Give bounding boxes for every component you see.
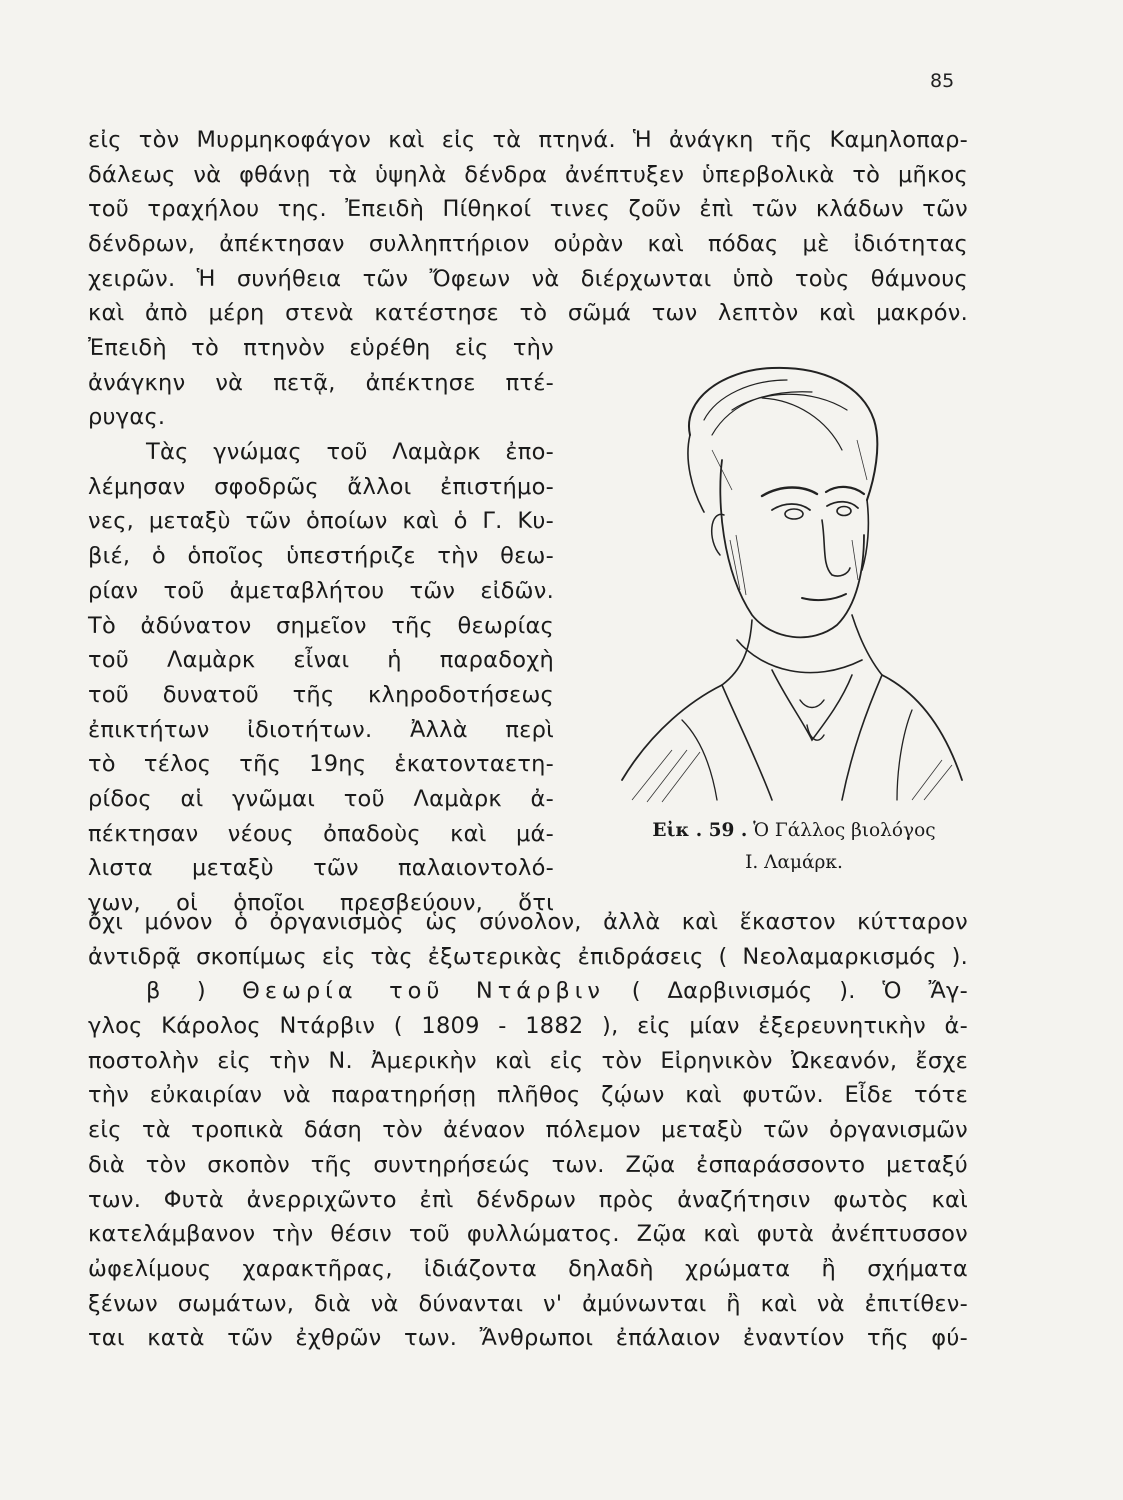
text-line: χειρῶν. Ἡ συνήθεια τῶν Ὄφεων νὰ διέρχωνται ὑπὸ τοὺς θάμνους [88, 265, 968, 292]
text-line: νες, μεταξὺ τῶν ὁποίων καὶ ὁ Γ. Κυ- [88, 508, 554, 535]
darwin-first-rest: ( Δαρβινισμός ). Ὁ Ἄγ- [631, 978, 968, 1005]
text-line: ται κατὰ τῶν ἐχθρῶν των. Ἄνθρωποι ἐπάλαιον ἐναντίον τῆς φύ- [88, 1325, 968, 1352]
text-line: ἐπικτήτων ἰδιοτήτων. Ἀλλὰ περὶ [88, 716, 554, 743]
paragraph-left-column [88, 331, 554, 921]
text-line: λέμησαν σφοδρῶς ἄλλοι ἐπιστήμο- [88, 473, 554, 500]
text-line: τὴν εὐκαιρίαν νὰ παρατηρήσῃ πλῆθος ζῴων καὶ φυτῶν. Εἶδε τότε [88, 1082, 968, 1109]
text-line: ποστολὴν εἰς τὴν Ν. Ἀμερικὴν καὶ εἰς τὸν Εἰρηνικὸν Ὠκεανόν, ἔσχε [88, 1047, 968, 1074]
text-line: Τὸ ἀδύνατον σημεῖον τῆς θεωρίας [88, 612, 554, 639]
text-line: τὸ τέλος τῆς 19ης ἑκατονταετη- [88, 751, 554, 778]
text-line: των. Φυτὰ ἀνερριχῶντο ἐπὶ δένδρων πρὸς ἀναζήτησιν φωτὸς καὶ [88, 1186, 968, 1213]
darwin-first-line [88, 974, 968, 1009]
text-line: διὰ τὸν σκοπὸν τῆς συντηρήσεώς των. Ζῷα ἐσπαράσσοντο μεταξύ [88, 1151, 968, 1178]
paragraph-top [88, 123, 968, 331]
text-line: ἀνάγκην νὰ πετᾷ, ἀπέκτησε πτέ- [88, 369, 554, 396]
text-line: εἰς τὰ τροπικὰ δάση τὸν ἀέναον πόλεμον μεταξὺ τῶν ὀργανισμῶν [88, 1117, 968, 1144]
text-line: Ἐπειδὴ τὸ πτηνὸν εὑρέθη εἰς τὴν [88, 335, 554, 361]
figure-caption [614, 815, 974, 879]
text-line: ρίαν τοῦ ἀμεταβλήτου τῶν εἰδῶν. [88, 577, 554, 604]
text-line: γλος Κάρολος Ντάρβιν ( 1809 - 1882 ), εἰς μίαν ἐξερευνητικὴν ἀ- [88, 1013, 968, 1040]
text-line: λιστα μεταξὺ τῶν παλαιοντολό- [88, 855, 554, 882]
text-line: δάλεως νὰ φθάνῃ τὰ ὑψηλὰ δένδρα ἀνέπτυξεν ὑπερβολικὰ τὸ μῆκος [88, 161, 968, 188]
text-line: ὄχι μόνον ὁ ὀργανισμὸς ὡς σύνολον, ἀλλὰ καὶ ἕκαστον κύτταρον [88, 909, 968, 935]
text-line: κατελάμβανον τὴν θέσιν τοῦ φυλλώματος. Ζῷα καὶ φυτὰ ἀνέπτυσσον [88, 1221, 968, 1248]
darwin-heading: β ) Θεωρία τοῦ Ντάρβιν [146, 978, 605, 1005]
figure-label: Εἰκ . 59 . [652, 820, 748, 841]
paragraph-bottom [88, 905, 968, 1356]
text-line: τοῦ Λαμὰρκ εἶναι ἡ παραδοχὴ [88, 647, 554, 674]
caption-text-2: Ι. Λαμάρκ. [745, 852, 843, 873]
text-line: ρίδος αἱ γνῶμαι τοῦ Λαμὰρκ ἀ- [88, 785, 554, 812]
page-number: 85 [930, 70, 955, 92]
text-line: γων, οἱ ὁποῖοι πρεσβεύουν, ὅτι [88, 890, 554, 916]
text-line: εἰς τὸν Μυρμηκοφάγον καὶ εἰς τὰ πτηνά. Ἡ ἀνάγκη τῆς Καμηλοπαρ- [88, 127, 968, 153]
portrait-illustration [612, 340, 972, 810]
caption-text-1: Ὁ Γάλλος βιολόγος [753, 820, 936, 841]
lamarck-portrait [612, 340, 972, 810]
text-line: βιέ, ὁ ὁποῖος ὑπεστήριζε τὴν θεω- [88, 543, 554, 570]
text-line: τοῦ τραχήλου της. Ἐπειδὴ Πίθηκοί τινες ζοῦν ἐπὶ τῶν κλάδων τῶν [88, 196, 968, 223]
text-line: δένδρων, ἀπέκτησαν συλληπτήριον οὐρὰν καὶ πόδας μὲ ἰδιότητας [88, 231, 968, 258]
text-line: καὶ ἀπὸ μέρη στενὰ κατέστησε τὸ σῶμά των λεπτὸν καὶ μακρόν. [88, 300, 968, 327]
text-line: ἀντιδρᾷ σκοπίμως εἰς τὰς ἐξωτερικὰς ἐπιδράσεις ( Νεολαμαρκισμός ). [88, 943, 968, 970]
text-line: Τὰς γνώμας τοῦ Λαμὰρκ ἐπο- [146, 439, 554, 466]
text-line: ὠφελίμους χαρακτῆρας, ἰδιάζοντα δηλαδὴ χρώματα ἢ σχήματα [88, 1255, 968, 1282]
text-line: πέκτησαν νέους ὀπαδοὺς καὶ μά- [88, 820, 554, 847]
text-line: ξένων σωμάτων, διὰ νὰ δύνανται ν' ἀμύνωνται ἢ καὶ νὰ ἐπιτίθεν- [88, 1290, 968, 1317]
text-line: ρυγας. [88, 404, 166, 431]
text-line: τοῦ δυνατοῦ τῆς κληροδοτήσεως [88, 681, 554, 708]
